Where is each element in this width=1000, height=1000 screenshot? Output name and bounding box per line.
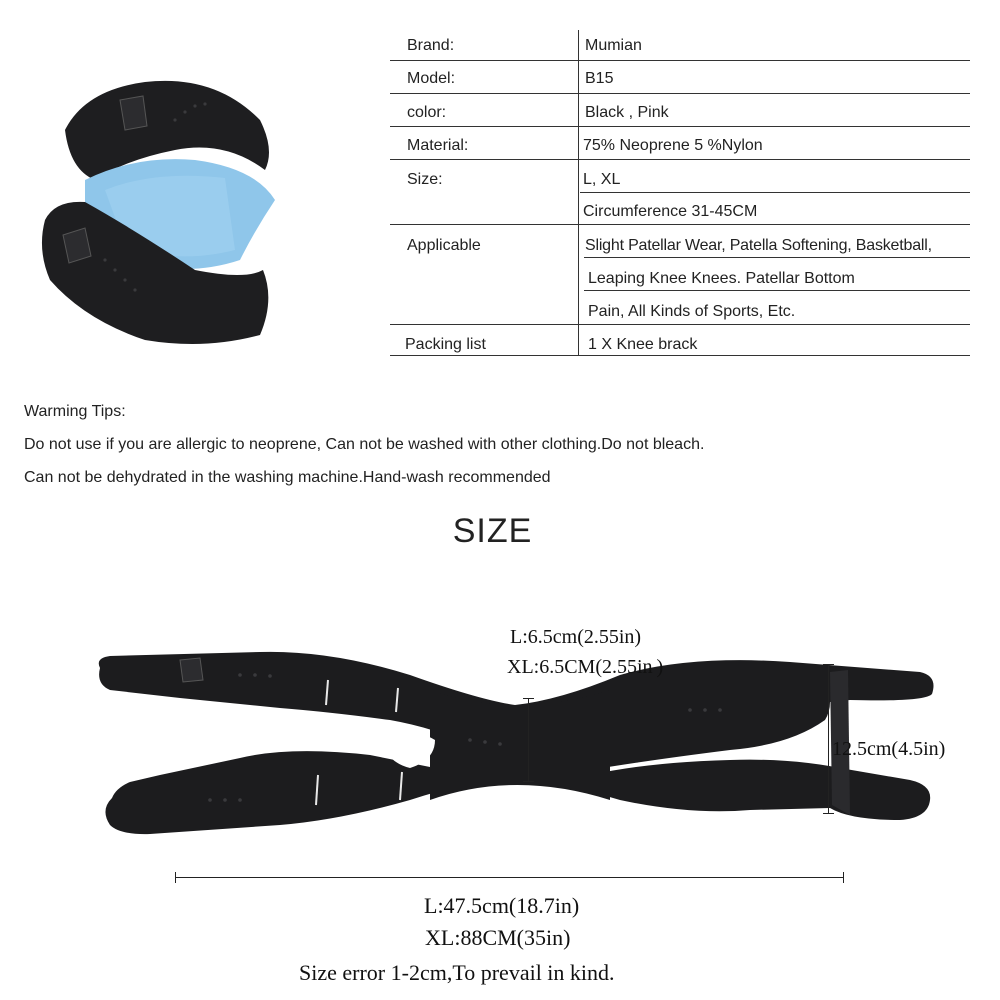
length-xl-label: XL:88CM(35in) <box>425 925 571 950</box>
size-title: SIZE <box>452 512 533 550</box>
brand-label: Brand: <box>407 37 455 54</box>
length-measure-cap <box>843 872 844 883</box>
row-line <box>584 257 970 258</box>
row-line <box>390 159 970 160</box>
height-measure-line <box>828 664 829 814</box>
row-line <box>390 93 970 94</box>
length-l-label: L:47.5cm(18.7in) <box>424 893 580 918</box>
size-error-note: Size error 1-2cm,To prevail in kind. <box>299 960 615 985</box>
width-measure-cap <box>523 698 534 699</box>
row-line <box>580 192 970 193</box>
size-label: Size: <box>407 171 443 188</box>
packing-value: 1 X Knee brack <box>588 336 698 353</box>
row-line <box>390 324 970 325</box>
spec-table-divider <box>578 30 579 356</box>
tips-line-2: Can not be dehydrated in the washing machine.Hand-wash recommended <box>24 469 551 486</box>
row-line <box>390 126 970 127</box>
knee-strap-flat-diagram <box>90 650 940 850</box>
row-line <box>390 224 970 225</box>
applicable-label: Applicable <box>407 237 481 254</box>
size-value: L, XL <box>583 171 621 188</box>
length-measure-cap <box>175 872 176 883</box>
row-line <box>390 355 970 356</box>
width-l-label: L:6.5cm(2.55in) <box>510 626 642 648</box>
circumference-value: Circumference 31-45CM <box>583 203 758 220</box>
model-value: B15 <box>585 70 614 87</box>
packing-label: Packing list <box>405 336 486 353</box>
knee-brace-photo <box>25 60 275 360</box>
applicable-line-3: Pain, All Kinds of Sports, Etc. <box>588 303 796 320</box>
height-measure-cap <box>823 813 834 814</box>
width-measure-line <box>528 698 529 782</box>
row-line <box>584 290 970 291</box>
model-label: Model: <box>407 70 456 87</box>
material-value: 75% Neoprene 5 %Nylon <box>583 137 763 154</box>
height-measure-cap <box>823 664 834 665</box>
brand-value: Mumian <box>585 37 642 54</box>
length-measure-line <box>175 877 844 878</box>
height-label: 12.5cm(4.5in) <box>832 738 946 760</box>
width-measure-cap <box>523 781 534 782</box>
applicable-line-1: Slight Patellar Wear, Patella Softening, Basketball, <box>585 237 932 254</box>
tips-line-1: Do not use if you are allergic to neoprene, Can not be washed with other clothing.Do not bleach. <box>24 436 705 453</box>
applicable-line-2: Leaping Knee Knees. Patellar Bottom <box>588 270 855 287</box>
color-label: color: <box>407 104 447 121</box>
color-value: Black , Pink <box>585 104 669 121</box>
material-label: Material: <box>407 137 469 154</box>
row-line <box>390 60 970 61</box>
width-xl-label: XL:6.5CM(2.55in ) <box>507 656 664 678</box>
tips-title: Warming Tips: <box>24 403 126 420</box>
